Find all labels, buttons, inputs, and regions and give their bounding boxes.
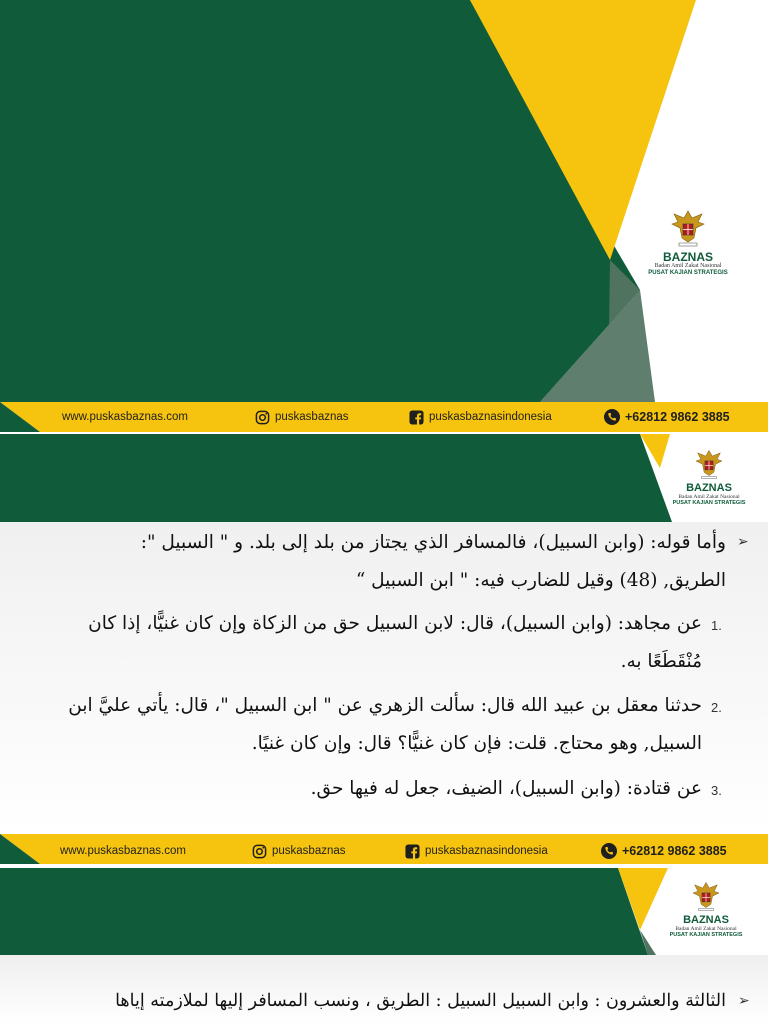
item-number: 1. xyxy=(711,618,722,633)
phone-icon xyxy=(604,409,620,425)
brand-subtitle: Badan Amil Zakat Nasional xyxy=(675,926,737,932)
bullet-arrow-icon: ➢ xyxy=(737,534,749,550)
footer-phone[interactable] xyxy=(601,836,727,866)
intro-line-2: الطريق, (48) وقيل للضارب فيه: " ابن السبيل “ xyxy=(355,570,726,591)
footer-bar-2 xyxy=(0,836,768,866)
baznas-logo xyxy=(660,448,758,506)
phone-icon xyxy=(601,843,617,859)
footer-phone[interactable] xyxy=(604,402,730,432)
item-1-line-1: عن مجاهد: (وابن السبيل)، قال: لابن السبيل حق من الزكاة وإن كان غنيًّا، إذا كان xyxy=(88,613,702,634)
baznas-logo xyxy=(656,880,756,938)
item-number: 3. xyxy=(711,783,722,798)
garuda-emblem-icon xyxy=(670,208,706,250)
brand-unit: PUSAT KAJIAN STRATEGIS xyxy=(672,500,746,507)
brand-unit: PUSAT KAJIAN STRATEGIS xyxy=(669,932,743,939)
phone-number: +62812 9862 3885 xyxy=(625,410,730,424)
bullet-arrow-icon: ➢ xyxy=(738,993,750,1009)
footer-instagram[interactable] xyxy=(252,836,346,866)
footer-facebook[interactable] xyxy=(409,402,552,432)
footer-website[interactable] xyxy=(60,836,186,866)
facebook-icon xyxy=(409,410,424,425)
website-text: www.puskasbaznas.com xyxy=(62,411,188,423)
garuda-emblem-icon xyxy=(694,448,724,482)
slide-2-background xyxy=(0,434,768,522)
slide-3-background xyxy=(0,868,768,955)
item-2-line-2: السبيل, وهو محتاج. قلت: فإن كان غنيًّا؟ قال: وإن كان غنيًا. xyxy=(251,733,702,754)
slide-3-content xyxy=(0,955,768,1024)
brand-subtitle: Badan Amil Zakat Nasional xyxy=(678,494,740,500)
brand-subtitle: Badan Amil Zakat Nasional xyxy=(654,263,722,269)
footer-website[interactable] xyxy=(62,402,188,432)
facebook-handle: puskasbaznasindonesia xyxy=(429,411,552,423)
slide-2-content xyxy=(0,522,768,834)
garuda-emblem-icon xyxy=(691,880,721,914)
brand-name: BAZNAS xyxy=(683,914,729,926)
item-number: 2. xyxy=(711,700,722,715)
bottom-line: الثالثة والعشرون : وابن السبيل السبيل : الطريق ، ونسب المسافر إليها لملازمته إياها xyxy=(115,991,726,1011)
instagram-icon xyxy=(252,844,267,859)
instagram-handle: puskasbaznas xyxy=(275,411,349,423)
facebook-handle: puskasbaznasindonesia xyxy=(425,845,548,857)
footer-facebook[interactable] xyxy=(405,836,548,866)
footer-bar-1 xyxy=(0,402,768,432)
slide-1 xyxy=(0,0,768,434)
brand-name: BAZNAS xyxy=(663,250,713,264)
website-text: www.puskasbaznas.com xyxy=(60,845,186,857)
brand-unit: PUSAT KAJIAN STRATEGIS xyxy=(648,269,728,276)
instagram-icon xyxy=(255,410,270,425)
baznas-logo xyxy=(638,208,738,276)
footer-instagram[interactable] xyxy=(255,402,349,432)
intro-line-1: وأما قوله: (وابن السبيل)، فالمسافر الذي يجتاز من بلد إلى بلد. و " السبيل ": xyxy=(140,532,726,553)
item-2-line-1: حدثنا معقل بن عبيد الله قال: سألت الزهري عن " ابن السبيل "، قال: يأتي عليَّ ابن xyxy=(68,695,702,716)
instagram-handle: puskasbaznas xyxy=(272,845,346,857)
item-3-line-1: عن قتادة: (وابن السبيل)، الضيف، جعل له فيها حق. xyxy=(310,778,702,799)
facebook-icon xyxy=(405,844,420,859)
item-1-line-2: مُنْقَطَعًا به. xyxy=(620,651,702,672)
brand-name: BAZNAS xyxy=(686,482,732,494)
phone-number: +62812 9862 3885 xyxy=(622,844,727,858)
